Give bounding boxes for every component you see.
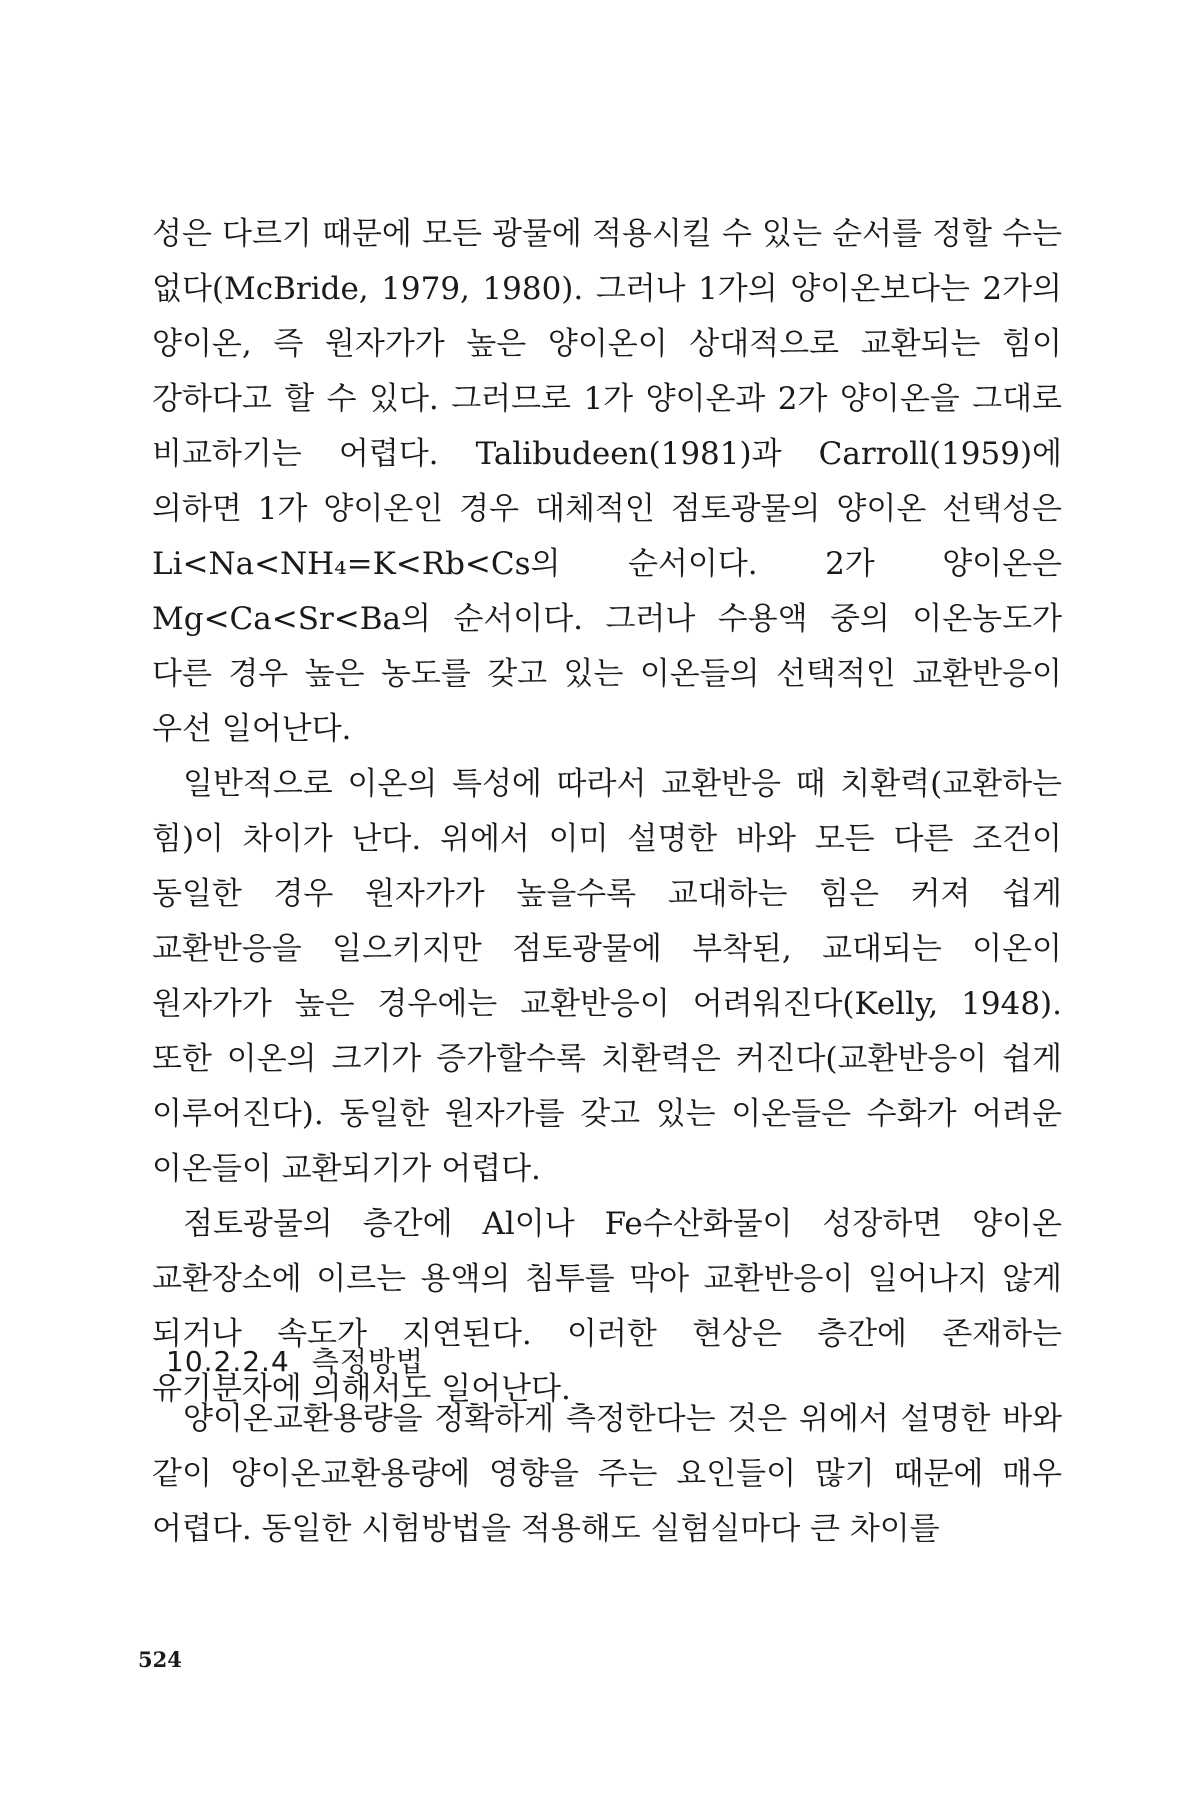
page-number: 524 <box>138 1647 182 1672</box>
paragraph-2: 일반적으로 이온의 특성에 따라서 교환반응 때 치환력(교환하는 힘)이 차이가 난다. 위에서 이미 설명한 바와 모든 다른 조건이 동일한 경우 원자가가 높을수록 교대하는 힘은 커져 쉽게 교환반응을 일으키지만 점토광물에 부착된, 교대되는 이온이 원자가가 높은 경우에는 교환반응이 어려워진다(Kelly, 1948). 또한 이온의 크기가 증가할수록 치환력은 커진다(교환반응이 쉽게 이루어진다). 동일한 원자가를 갖고 있는 이온들은 수화가 어려운 이온들이 교환되기가 어렵다. <box>152 766 1062 1187</box>
section-title: 측정방법 <box>311 1345 424 1378</box>
paragraph-1: 성은 다르기 때문에 모든 광물에 적용시킬 수 있는 순서를 정할 수는 없다(McBride, 1979, 1980). 그러나 1가의 양이온보다는 2가의 양이온, 즉 원자가가 높은 양이온이 상대적으로 교환되는 힘이 강하다고 할 수 있다. 그러므로 1가 양이온과 2가 양이온을 그대로 비교하기는 어렵다. Talibudeen(1981)과 Carroll(1959)에 의하면 1가 양이온인 경우 대체적인 점토광물의 양이온 선택성은 Li<Na<NH₄=K<Rb<Cs의 순서이다. 2가 양이온은 Mg<Ca<Sr<Ba의 순서이다. 그러나 수용액 중의 이온농도가 다른 경우 높은 농도를 갖고 있는 이온들의 선택적인 교환반응이 우선 일어난다. <box>152 216 1062 747</box>
section-number: 10.2.2.4 <box>166 1345 290 1378</box>
section-heading <box>166 1342 424 1382</box>
section-body-text <box>152 1392 1062 1557</box>
paragraph-3: 점토광물의 층간에 Al이나 Fe수산화물이 성장하면 양이온 교환장소에 이르는 용액의 침투를 막아 교환반응이 일어나지 않게 되거나 속도가 지연된다. 이러한 현상은 층간에 존재하는 유기분자에 의해서도 일어난다. <box>152 1206 1062 1407</box>
body-text <box>152 207 1062 1417</box>
section-paragraph-1: 양이온교환용량을 정확하게 측정한다는 것은 위에서 설명한 바와 같이 양이온교환용량에 영향을 주는 요인들이 많기 때문에 매우 어렵다. 동일한 시험방법을 적용해도 실험실마다 큰 차이를 <box>152 1401 1062 1547</box>
